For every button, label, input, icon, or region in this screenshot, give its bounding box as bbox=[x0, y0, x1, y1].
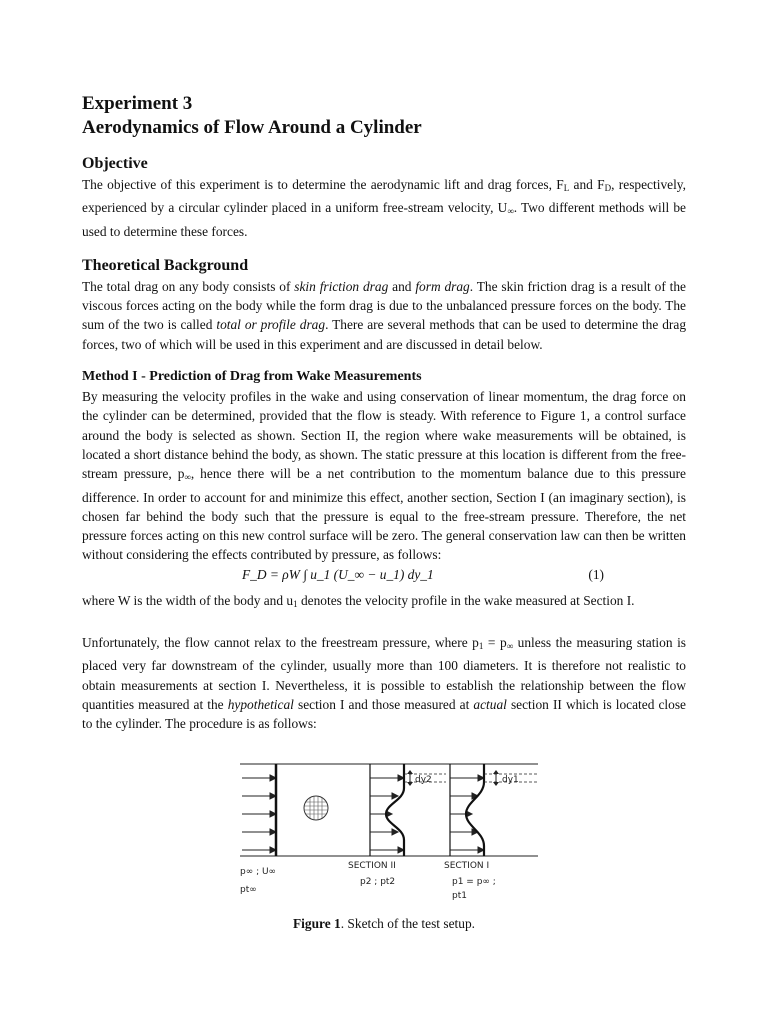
section-1-pressure: p1 = p∞ ; bbox=[452, 877, 496, 887]
dy2-label: dy2 bbox=[415, 775, 432, 785]
section-1-label: SECTION I bbox=[444, 861, 490, 871]
theory-paragraph: The total drag on any body consists of skin friction drag and form drag. The skin friction drag is a result of the viscous forces acting on the body while the form drag is due to the unbalanced pressure forces on the body. The sum of the two is called total or profile drag. There are several methods that can be used to determine the drag forces, two of which will be used in this experiment and are discussed in detail below. bbox=[82, 278, 687, 352]
section-1-total-pressure: pt1 bbox=[452, 891, 467, 901]
theory-section bbox=[82, 255, 686, 354]
equation-expression: F_D = ρW ∫ u_1 (U_∞ − u_1) dy_1 bbox=[242, 566, 434, 582]
equation-1 bbox=[82, 565, 686, 591]
figure-caption: Figure 1. Sketch of the test setup. bbox=[293, 916, 475, 931]
freestream-label: p∞ ; U∞ bbox=[240, 867, 277, 877]
section-2-pressure: p2 ; pt2 bbox=[360, 877, 396, 887]
equation-number: (1) bbox=[588, 566, 604, 582]
theory-heading: Theoretical Background bbox=[82, 256, 249, 274]
experiment-title: Aerodynamics of Flow Around a Cylinder bbox=[82, 117, 422, 138]
test-setup-diagram bbox=[240, 760, 540, 910]
document-page bbox=[82, 92, 686, 734]
inlet-arrows bbox=[242, 775, 276, 853]
title-block bbox=[82, 92, 686, 140]
objective-paragraph: The objective of this experiment is to determine the aerodynamic lift and drag forces, $F_L$ and $F_D$, respectively, experienced by a circular cylinder placed in a uniform free-stream velocity, $U_\infty$. Two different methods will be used to determine these forces. bbox=[82, 177, 686, 239]
method1-paragraph-1: By measuring the velocity profiles in the wake and using conservation of linear momentum, the drag force on the cylinder can be determined, provided that the flow is steady. With reference to Figure 1, a control surface around the body is selected as shown. Section II, the region where wake measurements will be obtained, is located a short distance behind the body, as shown. The static pressure at this location is different from the free-stream pressure, $p_\infty$, hence there will be a net contribution to the momentum balance due to this pressure difference. In order to account for and minimize this effect, another section, Section I (an imaginary section), is chosen far behind the body such that the pressure is equal to the free-stream pressure. Therefore, the net pressure forces acting on this new control surface will be zero. The general conservation law can then be written without considering the effects contributed by pressure, as follows: bbox=[82, 389, 686, 563]
objective-section bbox=[82, 153, 686, 241]
method1-section bbox=[82, 367, 686, 733]
objective-heading: Objective bbox=[82, 155, 148, 172]
method1-paragraph-3: Unfortunately, the flow cannot relax to the freestream pressure, where $p_1 = p_\infty$ unless the measuring station is placed very far downstream of the cylinder, usually more than 100 diameters. It is therefore not realistic to obtain measurements at section I. Nevertheless, it is possible to establish the relationship between the flow quantities measured at the hypothetical section I and those measured at actual section II which is located close to the cylinder. The procedure is as follows: bbox=[82, 635, 686, 732]
total-pressure-label: pt∞ bbox=[240, 885, 257, 895]
section-2-label: SECTION II bbox=[348, 861, 396, 871]
dy1-label: dy1 bbox=[502, 775, 519, 785]
cylinder bbox=[304, 796, 328, 820]
method1-heading: Method I - Prediction of Drag from Wake Measurements bbox=[82, 369, 422, 385]
experiment-number: Experiment 3 bbox=[82, 93, 193, 114]
method1-paragraph-2: where W is the width of the body and $u_1$ denotes the velocity profile in the wake measured at Section I. bbox=[82, 592, 635, 609]
figure-1-sketch bbox=[240, 760, 540, 910]
